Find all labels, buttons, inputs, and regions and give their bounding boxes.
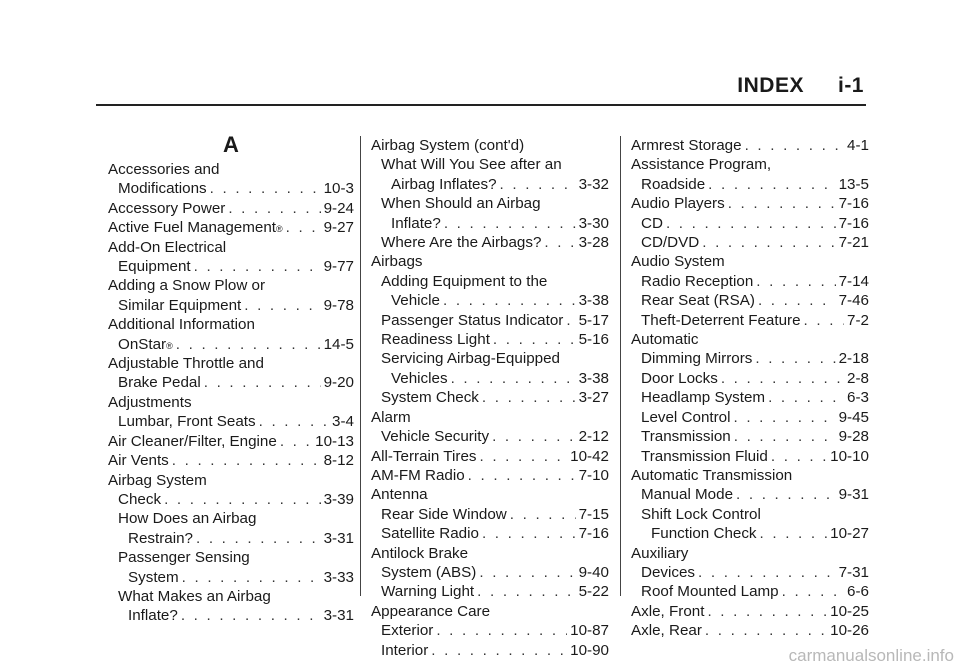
entry-page-ref: 3-30 xyxy=(578,214,609,232)
entry-label: Adjustments xyxy=(108,393,192,411)
dot-leader xyxy=(210,179,321,198)
entry-label: Readiness Light xyxy=(381,331,490,349)
dot-leader xyxy=(666,214,836,233)
index-entry xyxy=(371,272,609,291)
entry-label: Airbag System xyxy=(108,471,207,489)
entry-page-ref: 2-12 xyxy=(578,428,609,446)
entry-page-ref: 3-31 xyxy=(323,529,354,547)
entry-page-ref: 3-32 xyxy=(578,175,609,193)
index-entry xyxy=(371,330,609,349)
index-entry xyxy=(631,330,869,349)
entry-page-ref: 14-5 xyxy=(323,335,354,353)
entry-page-ref: 9-77 xyxy=(323,258,354,276)
index-entry xyxy=(108,160,354,179)
index-entry xyxy=(108,490,354,509)
dot-leader xyxy=(760,524,828,543)
entry-page-ref: 5-17 xyxy=(578,311,609,329)
entry-label: Where Are the Airbags? xyxy=(381,234,542,252)
column-divider xyxy=(620,136,621,596)
dot-leader xyxy=(436,621,567,640)
entry-label: Antenna xyxy=(371,486,428,504)
index-entry xyxy=(371,408,609,427)
index-entry xyxy=(371,155,609,174)
dot-leader xyxy=(736,485,836,504)
entry-page-ref: 10-10 xyxy=(830,447,869,465)
entry-page-ref: 7-46 xyxy=(838,292,869,310)
entry-page-ref: 9-20 xyxy=(323,374,354,392)
index-entry xyxy=(108,276,354,295)
index-entry xyxy=(631,388,869,407)
index-entry xyxy=(631,563,869,582)
index-entry xyxy=(108,315,354,334)
entry-label: Dimming Mirrors xyxy=(641,350,753,368)
entry-page-ref: 7-10 xyxy=(578,466,609,484)
entry-label: Door Locks xyxy=(641,369,718,387)
entry-page-ref: 10-90 xyxy=(570,641,609,659)
entry-label: All-Terrain Tires xyxy=(371,447,477,465)
entry-label: Accessory Power xyxy=(108,199,226,217)
entry-page-ref: 10-13 xyxy=(315,432,354,450)
entry-page-ref: 10-3 xyxy=(323,180,354,198)
index-entry xyxy=(108,179,354,198)
dot-leader xyxy=(492,427,576,446)
dot-leader xyxy=(182,568,321,587)
header-page-number: i-1 xyxy=(837,74,864,97)
index-entry xyxy=(108,296,354,315)
entry-page-ref: 10-26 xyxy=(830,622,869,640)
dot-leader xyxy=(566,311,575,330)
entry-label: Rear Seat (RSA) xyxy=(641,292,755,310)
index-entry xyxy=(631,233,869,252)
index-entry xyxy=(631,311,869,330)
entry-page-ref: 2-18 xyxy=(838,350,869,368)
entry-page-ref: 10-27 xyxy=(830,525,869,543)
entry-label: Alarm xyxy=(371,408,411,426)
index-entry xyxy=(108,471,354,490)
entry-label: Appearance Care xyxy=(371,602,491,620)
entry-page-ref: 10-87 xyxy=(570,622,609,640)
index-entry xyxy=(371,369,609,388)
index-entry xyxy=(371,505,609,524)
index-entry xyxy=(631,136,869,155)
entry-label: Warning Light xyxy=(381,583,475,601)
entry-label: Roof Mounted Lamp xyxy=(641,583,779,601)
index-column-3 xyxy=(631,136,869,641)
entry-label: Rear Side Window xyxy=(381,505,507,523)
header-title: INDEX xyxy=(737,74,804,97)
dot-leader xyxy=(698,563,836,582)
entry-page-ref: 3-28 xyxy=(578,234,609,252)
dot-leader xyxy=(451,369,576,388)
entry-label: Auxiliary xyxy=(631,544,689,562)
entry-label: Axle, Rear xyxy=(631,622,702,640)
entry-label: Satellite Radio xyxy=(381,525,479,543)
entry-label: Exterior xyxy=(381,622,434,640)
entry-page-ref: 7-31 xyxy=(838,563,869,581)
dot-leader xyxy=(702,233,835,252)
index-entry xyxy=(108,587,354,606)
entry-page-ref: 7-2 xyxy=(847,311,869,329)
entry-label: OnStar xyxy=(118,335,167,353)
entry-label: Add-On Electrical xyxy=(108,238,227,256)
entry-label: Radio Reception xyxy=(641,272,754,290)
dot-leader xyxy=(756,272,835,291)
entry-page-ref: 9-27 xyxy=(323,219,354,237)
index-entry xyxy=(108,199,354,218)
entry-label: Brake Pedal xyxy=(118,374,201,392)
index-entry xyxy=(371,427,609,446)
dot-leader xyxy=(477,582,575,601)
dot-leader xyxy=(259,412,329,431)
index-entry xyxy=(631,252,869,271)
dot-leader xyxy=(771,447,827,466)
dot-leader xyxy=(479,563,575,582)
index-entry xyxy=(108,412,354,431)
index-entry xyxy=(108,238,354,257)
column-divider xyxy=(360,136,361,596)
index-entry xyxy=(108,606,354,625)
entry-label: Adjustable Throttle and xyxy=(108,355,264,373)
dot-leader xyxy=(443,291,576,310)
entry-page-ref: 8-12 xyxy=(323,452,354,470)
section-letter: A xyxy=(223,132,239,157)
entry-label: Airbag Inflates? xyxy=(391,175,497,193)
index-entry xyxy=(371,466,609,485)
index-entry xyxy=(108,509,354,528)
index-entry xyxy=(631,621,869,640)
entry-page-ref: 13-5 xyxy=(838,175,869,193)
index-entry xyxy=(108,568,354,587)
index-entry xyxy=(631,544,869,563)
entry-label: Servicing Airbag-Equipped xyxy=(381,350,560,368)
entry-page-ref: 9-78 xyxy=(323,296,354,314)
index-entry xyxy=(631,214,869,233)
index-entry xyxy=(108,257,354,276)
dot-leader xyxy=(181,606,321,625)
entry-label: Vehicle xyxy=(391,292,440,310)
dot-leader xyxy=(493,330,576,349)
entry-label: Transmission Fluid xyxy=(641,447,768,465)
index-entry xyxy=(371,194,609,213)
entry-page-ref: 3-27 xyxy=(578,389,609,407)
index-entry xyxy=(108,451,354,470)
index-entry xyxy=(631,272,869,291)
index-entry xyxy=(371,252,609,271)
entry-label: Interior xyxy=(381,641,429,659)
entry-page-ref: 7-15 xyxy=(578,505,609,523)
index-entry xyxy=(371,175,609,194)
dot-leader xyxy=(500,175,576,194)
dot-leader xyxy=(176,335,321,354)
entry-label: Axle, Front xyxy=(631,602,705,620)
index-entry xyxy=(631,175,869,194)
entry-label: Manual Mode xyxy=(641,486,734,504)
entry-label: Devices xyxy=(641,563,696,581)
entry-page-ref: 7-16 xyxy=(578,525,609,543)
index-entry xyxy=(108,432,354,451)
index-entry xyxy=(108,373,354,392)
entry-label: AM-FM Radio xyxy=(371,466,465,484)
index-entry xyxy=(371,136,609,155)
index-entry xyxy=(631,524,869,543)
header-rule xyxy=(96,104,866,106)
index-entry xyxy=(371,544,609,563)
dot-leader xyxy=(480,447,568,466)
index-entry xyxy=(108,354,354,373)
index-entry xyxy=(108,393,354,412)
dot-leader xyxy=(768,388,844,407)
entry-page-ref: 3-39 xyxy=(323,490,354,508)
entry-label: Check xyxy=(118,490,162,508)
entry-page-ref: 3-38 xyxy=(578,369,609,387)
index-entry xyxy=(371,233,609,252)
index-entry xyxy=(631,505,869,524)
index-entry: Active Fuel Management ® . . . 9-27 xyxy=(108,218,354,237)
dot-leader xyxy=(755,349,835,368)
index-entry xyxy=(371,582,609,601)
dot-leader xyxy=(196,529,321,548)
index-entry xyxy=(371,524,609,543)
dot-leader xyxy=(804,311,845,330)
entry-label: When Should an Airbag xyxy=(381,195,541,213)
index-entry xyxy=(371,311,609,330)
index-entry xyxy=(631,447,869,466)
entry-label: System (ABS) xyxy=(381,563,477,581)
entry-label: Antilock Brake xyxy=(371,544,469,562)
entry-label: Adding a Snow Plow or xyxy=(108,277,266,295)
entry-label: Airbag System (cont'd) xyxy=(371,137,525,154)
dot-leader xyxy=(286,218,321,237)
dot-leader xyxy=(758,291,836,310)
entry-label: Function Check xyxy=(651,525,757,543)
dot-leader xyxy=(707,602,827,621)
entry-label: CD xyxy=(641,214,663,232)
entry-page-ref: 10-42 xyxy=(570,447,609,465)
entry-label: Passenger Sensing xyxy=(118,549,250,567)
entry-page-ref: 5-22 xyxy=(578,583,609,601)
index-entry xyxy=(631,485,869,504)
index-entry xyxy=(631,194,869,213)
index-entry xyxy=(371,621,609,640)
entry-label: Adding Equipment to the xyxy=(381,272,548,290)
entry-page-ref: 3-38 xyxy=(578,292,609,310)
entry-label: Air Vents xyxy=(108,452,169,470)
entry-page-ref: 7-14 xyxy=(838,272,869,290)
dot-leader xyxy=(482,524,576,543)
index-entry xyxy=(631,602,869,621)
index-entry xyxy=(631,349,869,368)
entry-label: Accessories and xyxy=(108,161,220,178)
dot-leader xyxy=(444,214,576,233)
entry-label: System Check xyxy=(381,389,479,407)
index-column-2 xyxy=(371,136,609,660)
dot-leader xyxy=(194,257,321,276)
entry-page-ref: 7-16 xyxy=(838,195,869,213)
entry-page-ref: 10-25 xyxy=(830,602,869,620)
dot-leader xyxy=(482,388,576,407)
index-entry xyxy=(631,369,869,388)
index-entry xyxy=(371,602,609,621)
index-entry xyxy=(631,291,869,310)
entry-label: Headlamp System xyxy=(641,389,766,407)
entry-page-ref: 9-28 xyxy=(838,428,869,446)
entry-page-ref: 6-6 xyxy=(847,583,869,601)
dot-leader xyxy=(734,427,836,446)
entry-label: Lumbar, Front Seats xyxy=(118,413,256,431)
index-entry xyxy=(371,349,609,368)
entry-label: Armrest Storage xyxy=(631,137,742,154)
dot-leader xyxy=(782,582,844,601)
dot-leader xyxy=(745,136,844,155)
index-entry: OnStar ® . . . 14-5 xyxy=(108,335,354,354)
dot-leader xyxy=(244,296,320,315)
index-entry xyxy=(108,548,354,567)
entry-page-ref: 5-16 xyxy=(578,331,609,349)
dot-leader xyxy=(280,432,312,451)
index-entry xyxy=(631,155,869,174)
entry-page-ref: 6-3 xyxy=(847,389,869,407)
entry-label: Vehicle Security xyxy=(381,428,490,446)
entry-label: Modifications xyxy=(118,180,207,198)
index-entry xyxy=(371,563,609,582)
dot-leader xyxy=(705,621,827,640)
index-entry xyxy=(631,427,869,446)
index-entry xyxy=(371,485,609,504)
entries xyxy=(371,136,609,660)
index-entry xyxy=(371,447,609,466)
index-entry xyxy=(371,641,609,660)
entry-page-ref: 2-8 xyxy=(847,369,869,387)
index-entry xyxy=(631,408,869,427)
entry-label: Theft-Deterrent Feature xyxy=(641,311,801,329)
watermark: carmanualsonline.info xyxy=(788,646,954,665)
entry-label: Level Control xyxy=(641,408,731,426)
index-column-1 xyxy=(108,132,354,626)
entry-label: Automatic Transmission xyxy=(631,466,793,484)
dot-leader xyxy=(431,641,567,660)
entry-label: System xyxy=(128,568,179,586)
entry-label: What Makes an Airbag xyxy=(118,587,271,605)
dot-leader xyxy=(228,199,320,218)
entry-label: Restrain? xyxy=(128,529,193,547)
entry-label: Additional Information xyxy=(108,316,255,334)
dot-leader xyxy=(468,466,576,485)
index-entry xyxy=(371,291,609,310)
entry-page-ref: 3-4 xyxy=(332,413,354,431)
dot-leader xyxy=(172,451,321,470)
entries xyxy=(108,160,354,626)
entry-label: Similar Equipment xyxy=(118,296,242,314)
index-entry xyxy=(631,466,869,485)
dot-leader xyxy=(544,233,575,252)
entry-page-ref: 3-33 xyxy=(323,568,354,586)
entry-label: How Does an Airbag xyxy=(118,510,257,528)
index-entry xyxy=(371,388,609,407)
entry-page-ref: 4-1 xyxy=(847,137,869,154)
entry-label: Active Fuel Management xyxy=(108,219,276,237)
dot-leader xyxy=(721,369,844,388)
entry-label: Inflate? xyxy=(128,607,178,625)
entry-page-ref: 9-40 xyxy=(578,563,609,581)
entry-label: Vehicles xyxy=(391,369,448,387)
entry-label: Air Cleaner/Filter, Engine xyxy=(108,432,277,450)
dot-leader xyxy=(728,194,836,213)
dot-leader xyxy=(204,373,321,392)
entry-label: Assistance Program, xyxy=(631,156,772,174)
entry-label: Audio Players xyxy=(631,195,725,213)
entries xyxy=(631,136,869,641)
entry-label: Inflate? xyxy=(391,214,441,232)
index-entry xyxy=(371,214,609,233)
entry-label: Automatic xyxy=(631,331,699,349)
entry-page-ref: 3-31 xyxy=(323,607,354,625)
entry-label: Equipment xyxy=(118,258,191,276)
entry-label: Airbags xyxy=(371,253,423,271)
dot-leader xyxy=(734,408,836,427)
entry-label: Shift Lock Control xyxy=(641,505,761,523)
index-entry xyxy=(108,529,354,548)
entry-label: Passenger Status Indicator xyxy=(381,311,564,329)
entry-page-ref: 7-21 xyxy=(838,234,869,252)
entry-label: What Will You See after an xyxy=(381,156,562,174)
entry-label: Roadside xyxy=(641,175,706,193)
entry-label: CD/DVD xyxy=(641,234,700,252)
entry-page-ref: 7-16 xyxy=(838,214,869,232)
page-header xyxy=(737,74,864,98)
dot-leader xyxy=(164,490,321,509)
index-entry xyxy=(631,582,869,601)
entry-label: Transmission xyxy=(641,428,731,446)
entry-page-ref: 9-24 xyxy=(323,199,354,217)
entry-page-ref: 9-31 xyxy=(838,486,869,504)
dot-leader xyxy=(708,175,835,194)
dot-leader xyxy=(510,505,576,524)
entry-page-ref: 9-45 xyxy=(838,408,869,426)
entry-label: Audio System xyxy=(631,253,725,271)
